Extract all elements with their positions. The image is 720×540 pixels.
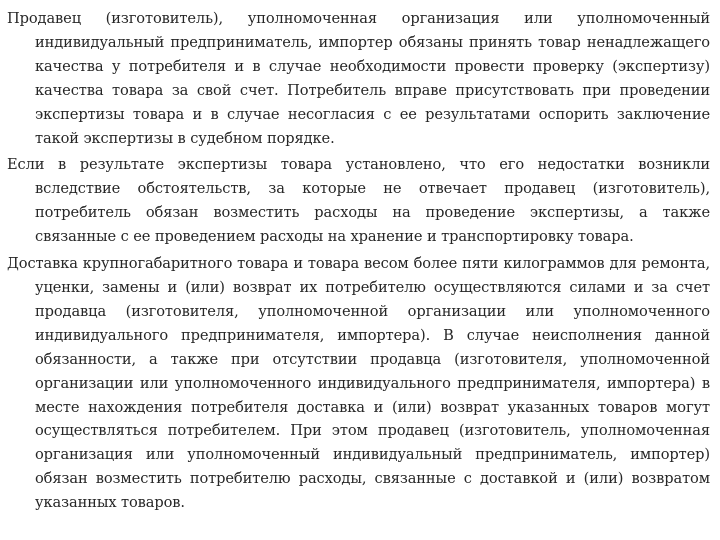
paragraph-bulky-goods-delivery: Доставка крупногабаритного товара и товара весом более пяти килограммов для ремонта, уценки, замены и (или) возврат их потребителю осуществляются силами и за счет продавца (изготовителя, уполномоченной организации или уполномоченного индивидуального предпринимателя, импортера). В случае неисполнения данной обязанности, а также при отсутствии продавца (изготовителя, уполномоченной организации или уполномоченного индивидуального предпринимателя, импортера) в месте нахождения потребителя доставка и (или) возврат указанных товаров могут осуществляться потребителем. При этом продавец (изготовитель, уполномоченная организация или уполномоченный индивидуальный предприниматель, импортер) обязан возместить потребителю расходы, связанные с доставкой и (или) возвратом указанных товаров. bbox=[7, 255, 710, 512]
paragraph-expertise-costs: Если в результате экспертизы товара установлено, что его недостатки возникли вследствие обстоятельств, за которые не отвечает продавец (изготовитель), потребитель обязан возместить расходы на проведение экспертизы, а также связанные с ее проведением расходы на хранение и транспортировку товара. bbox=[7, 156, 710, 246]
paragraph-seller-obligations: Продавец (изготовитель), уполномоченная организация или уполномоченный индивидуальный предприниматель, импортер обязаны принять товар ненадлежащего качества у потребителя и в случае необходимости провести проверку (экспертизу) качества товара за свой счет. Потребитель вправе присутствовать при проведении экспертизы товара и в случае несогласия с ее результатами оспорить заключение такой экспертизы в судебном порядке. bbox=[7, 10, 710, 147]
